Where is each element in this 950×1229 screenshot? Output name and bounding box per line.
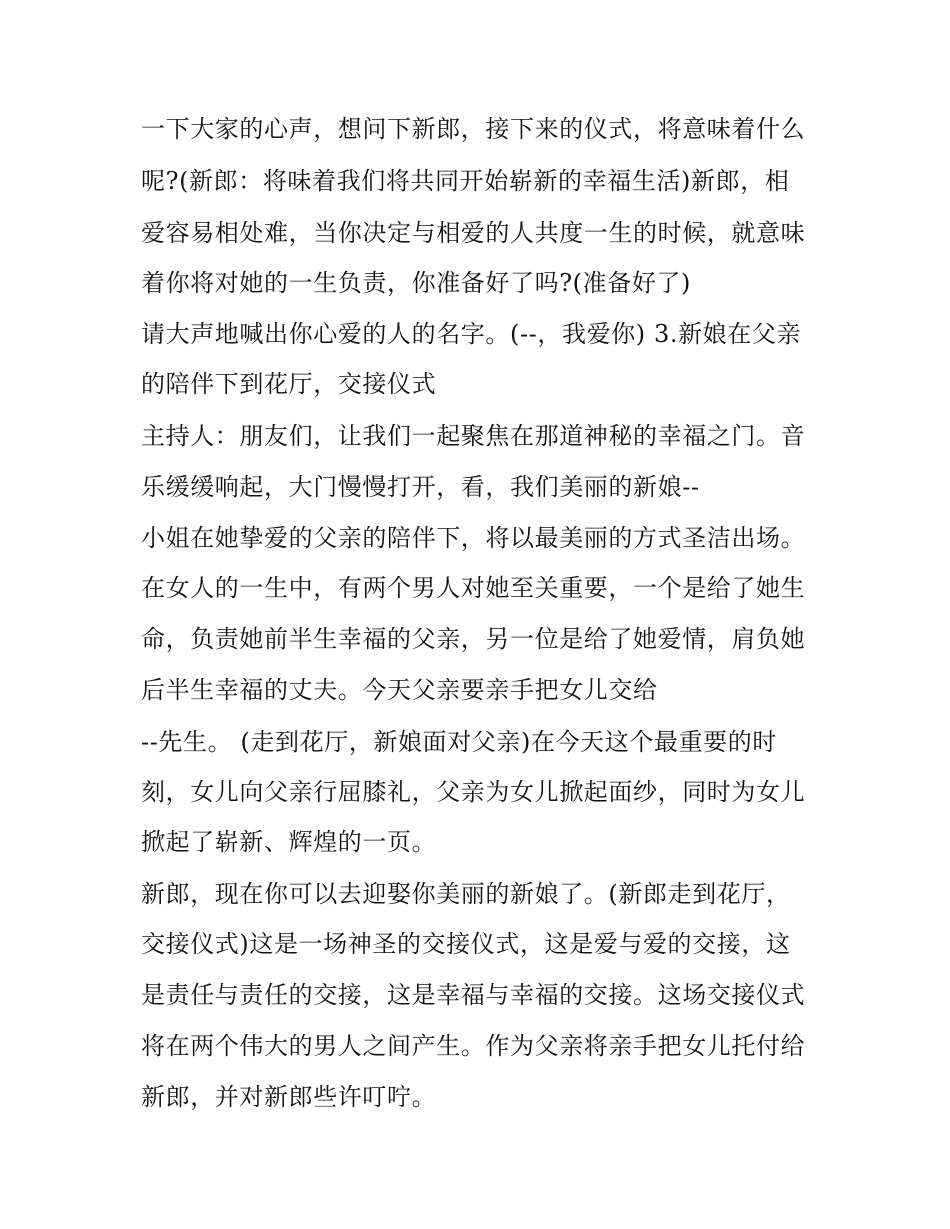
text-line: 乐缓缓响起，大门慢慢打开，看，我们美丽的新娘-- bbox=[141, 473, 700, 501]
text-line: 交接仪式)这是一场神圣的交接仪式，这是爱与爱的交接，这 bbox=[141, 930, 791, 958]
text-line: 一下大家的心声，想问下新郎，接下来的仪式，将意味着什么 bbox=[141, 115, 806, 143]
text-line: 新郎，并对新郎些许叮咛。 bbox=[141, 1083, 437, 1111]
text-line: 后半生幸福的丈夫。今天父亲要亲手把女儿交给 bbox=[141, 676, 658, 704]
text-line: 刻，女儿向父亲行屈膝礼，父亲为女儿掀起面纱，同时为女儿 bbox=[141, 778, 806, 806]
text-line: --先生。 (走到花厅，新娘面对父亲)在今天这个最重要的时 bbox=[141, 728, 777, 756]
text-line: 请大声地喊出你心爱的人的名字。(--，我爱你) 3.新娘在父亲 bbox=[141, 320, 802, 348]
text-line: 的陪伴下到花厅，交接仪式 bbox=[141, 370, 437, 398]
text-line: 小姐在她挚爱的父亲的陪伴下，将以最美丽的方式圣洁出场。 bbox=[141, 524, 806, 552]
text-line: 命，负责她前半生幸福的父亲，另一位是给了她爱情，肩负她 bbox=[141, 625, 806, 653]
text-line: 主持人：朋友们，让我们一起聚焦在那道神秘的幸福之门。音 bbox=[141, 422, 806, 450]
text-line: 是责任与责任的交接，这是幸福与幸福的交接。这场交接仪式 bbox=[141, 981, 806, 1009]
text-line: 掀起了崭新、辉煌的一页。 bbox=[141, 828, 437, 856]
text-line: 呢?(新郎：将味着我们将共同开始崭新的幸福生活)新郎，相 bbox=[141, 167, 790, 195]
text-line: 着你将对她的一生负责，你准备好了吗?(准备好了) bbox=[141, 269, 691, 297]
text-line: 新郎，现在你可以去迎娶你美丽的新娘了。(新郎走到花厅， bbox=[141, 880, 791, 908]
text-line: 在女人的一生中，有两个男人对她至关重要，一个是给了她生 bbox=[141, 574, 806, 602]
text-line: 爱容易相处难，当你决定与相爱的人共度一生的时候，就意味 bbox=[141, 219, 806, 247]
text-line: 将在两个伟大的男人之间产生。作为父亲将亲手把女儿托付给 bbox=[141, 1032, 806, 1060]
